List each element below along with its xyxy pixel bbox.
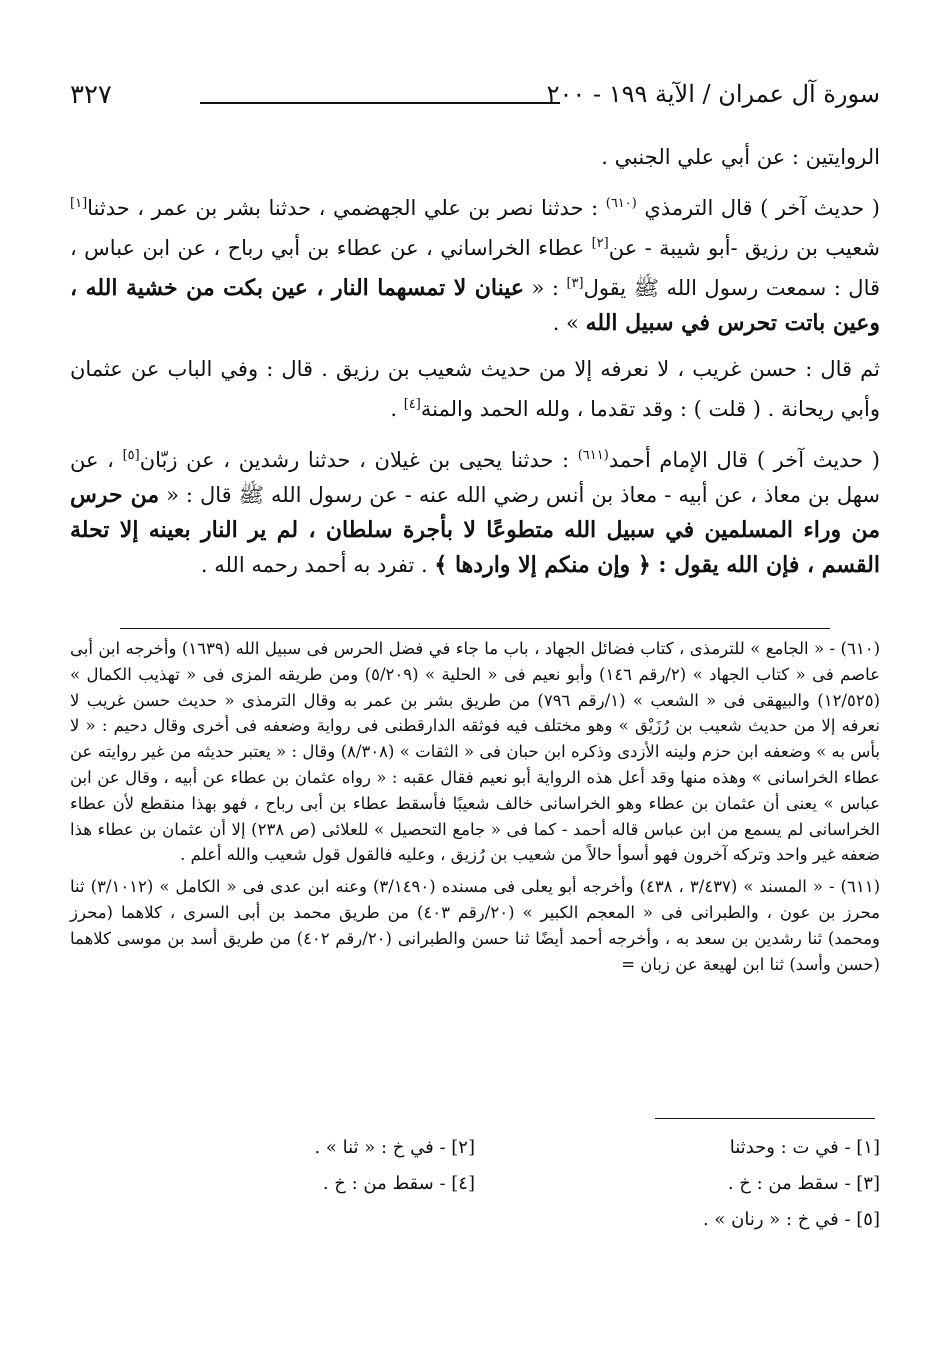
footnotes xyxy=(70,636,880,983)
text-run: ثم قال : حسن غريب ، لا نعرفه إلا من حديث شعيب بن رزيق . قال : وفي الباب عن عثمان وأبي ريحانة . ( قلت ) : وقد تقدما ، ولله الحمد والمنة xyxy=(70,357,880,421)
text-run: : « xyxy=(524,276,567,300)
variant-ref-5[interactable]: [٥] xyxy=(122,448,140,463)
paragraph-tirmidhi-grading xyxy=(70,352,880,427)
header-rule xyxy=(200,102,560,104)
hadith-text-bold: من حرس من وراء المسلمين في سبيل الله متطوعًا لا بأجرة سلطان ، لم ير النار بعينه إلا تحلة القسم ، فإن الله يقول : ﴿ وإن منكم إلا واردها ﴾ xyxy=(70,482,880,578)
text-run: . xyxy=(390,397,404,421)
variant-ref-3[interactable]: [٣] xyxy=(566,276,584,291)
footnote-611: (٦١١) - « المسند » (٣/٤٣٧ ، ٤٣٨) وأخرجه أبو يعلى فى مسنده (٣/١٤٩٠) وعنه ابن عدى فى « الكامل » (٣/١٠١٢) ثنا محرز بن عون ، والطبرانى فى « المعجم الكبير » (٢٠/رقم ٤٠٣) من طريق محمد بن أبى السرى ، كلاهما (محرز ومحمد) ثنا رشدين بن سعد به ، وأخرجه أحمد أيضًا ثنا حسن والطبرانى (٢٠/رقم ٤٠٢) من طريق أسد بن موسى كلاهما (حسن وأسد) ثنا ابن لهيعة عن زبان = xyxy=(70,877,881,974)
page-header xyxy=(70,80,880,120)
variants-row xyxy=(70,1130,880,1166)
variant-ref-4[interactable]: [٤] xyxy=(403,397,421,412)
variant-note-3: [٣] - سقط من : خ . xyxy=(727,1173,880,1194)
hadith-text-bold: عينان لا تمسهما النار ، عين بكت من خشية الله ، وعين باتت تحرس في سبيل الله xyxy=(70,275,880,336)
text-run: ( حديث آخر ) قال الترمذي xyxy=(636,196,880,220)
variant-note-1: [١] - في ت : وحدثنا xyxy=(729,1137,880,1158)
variant-note-5: [٥] - في خ : « رنان » . xyxy=(702,1209,880,1230)
paragraph-text: الروايتين : عن أبي علي الجنبي . xyxy=(601,145,880,169)
text-run: ، عن سهل بن معاذ ، عن أبيه - معاذ بن أنس رضي الله عنه - عن رسول الله ﷺ قال : « xyxy=(70,448,880,507)
footnote-ref-610[interactable]: (٦١٠) xyxy=(605,196,637,211)
footnote-610: (٦١٠) - « الجامع » للترمذى ، كتاب فضائل الجهاد ، باب ما جاء في فضل الحرس فى سبيل الله (١٦٣٩) وأخرجه ابن أبى عاصم فى « كتاب الجهاد » (٢/رقم ١٤٦) وأبو نعيم فى « الحلية » (٥/٢٠٩) ومن طريقه المزى فى « تهذيب الكمال » (١٢/٥٢٥) والبيهقى فى « الشعب » (١/رقم ٧٩٦) من طريق بشر بن عمر به وقال الترمذى « حديث حسن غريب لا نعرفه إلا من حديث شعيب بن رُزَيْق » وهو مختلف فيه فوثقه الدارقطنى فى رواية وضعفه فى أخرى وقال دحيم : « لا بأس به » وضعفه ابن حزم ولينه الأزدى وذكره ابن حبان فى « الثقات » (٨/٣٠٨) وقال : « يعتبر حديثه من غير روايته عن عطاء الخراسانى » وهذه منها وقد أعل هذه الرواية أبو نعيم فقال عقبه : « رواه عثمان بن عطاء عن أبيه ، وقال عن ابن عباس » يعنى أن عثمان بن عطاء وهو الخراسانى خالف شعيبًا فأسقط عطاء بن أبى رباح ، فهو بهذا منقطع لأن عطاء الخراسانى لم يسمع من ابن عباس قاله أحمد - كما فى « جامع التحصيل » للعلائى (ص ٢٣٨) إلا أن عثمان بن عطاء هذا ضعفه غير واحد وتركه آخرون فهو أسوأ حالاً من شعيب بن رُزيق ، وعليه فالقول قول شعيب والله أعلم . xyxy=(70,639,881,865)
variant-note-2: [٢] - في خ : « ثنا » . xyxy=(314,1137,475,1158)
text-run: » . xyxy=(552,311,586,335)
paragraph-hadith-tirmidhi xyxy=(70,186,880,341)
text-run: : حدثنا يحيى بن غيلان ، حدثنا رشدين ، عن زبّان xyxy=(139,448,578,472)
text-run: عطاء الخراساني ، عن عطاء بن أبي رباح ، عن ابن عباس ، قال : سمعت رسول الله ﷺ يقول xyxy=(70,236,881,300)
footnote-separator xyxy=(120,628,830,629)
variants-separator xyxy=(655,1118,875,1119)
variant-note-4: [٤] - سقط من : خ . xyxy=(322,1173,475,1194)
running-title: سورة آل عمران / الآية ١٩٩ - ٢٠٠ xyxy=(546,80,880,108)
main-text xyxy=(70,140,880,594)
text-run: . تفرد به أحمد رحمه الله . xyxy=(200,553,435,577)
text-run: ( حديث آخر ) قال الإمام أحمد xyxy=(608,448,880,472)
paragraph-hadith-ahmad xyxy=(70,438,880,583)
paragraph-continuation xyxy=(70,140,880,175)
variants-row xyxy=(70,1202,880,1238)
text-run: شعيب بن رزيق -أبو شيبة - عن xyxy=(608,236,880,260)
page-number: ٣٢٧ xyxy=(70,80,112,110)
manuscript-variants xyxy=(70,1130,880,1238)
variant-ref-2[interactable]: [٢] xyxy=(591,236,609,251)
variant-ref-1[interactable]: [١] xyxy=(70,196,88,211)
footnote-ref-611[interactable]: (٦١١) xyxy=(577,448,609,463)
text-run: : حدثنا نصر بن علي الجهضمي ، حدثنا بشر بن عمر ، حدثنا xyxy=(87,196,606,220)
variants-row xyxy=(70,1166,880,1202)
